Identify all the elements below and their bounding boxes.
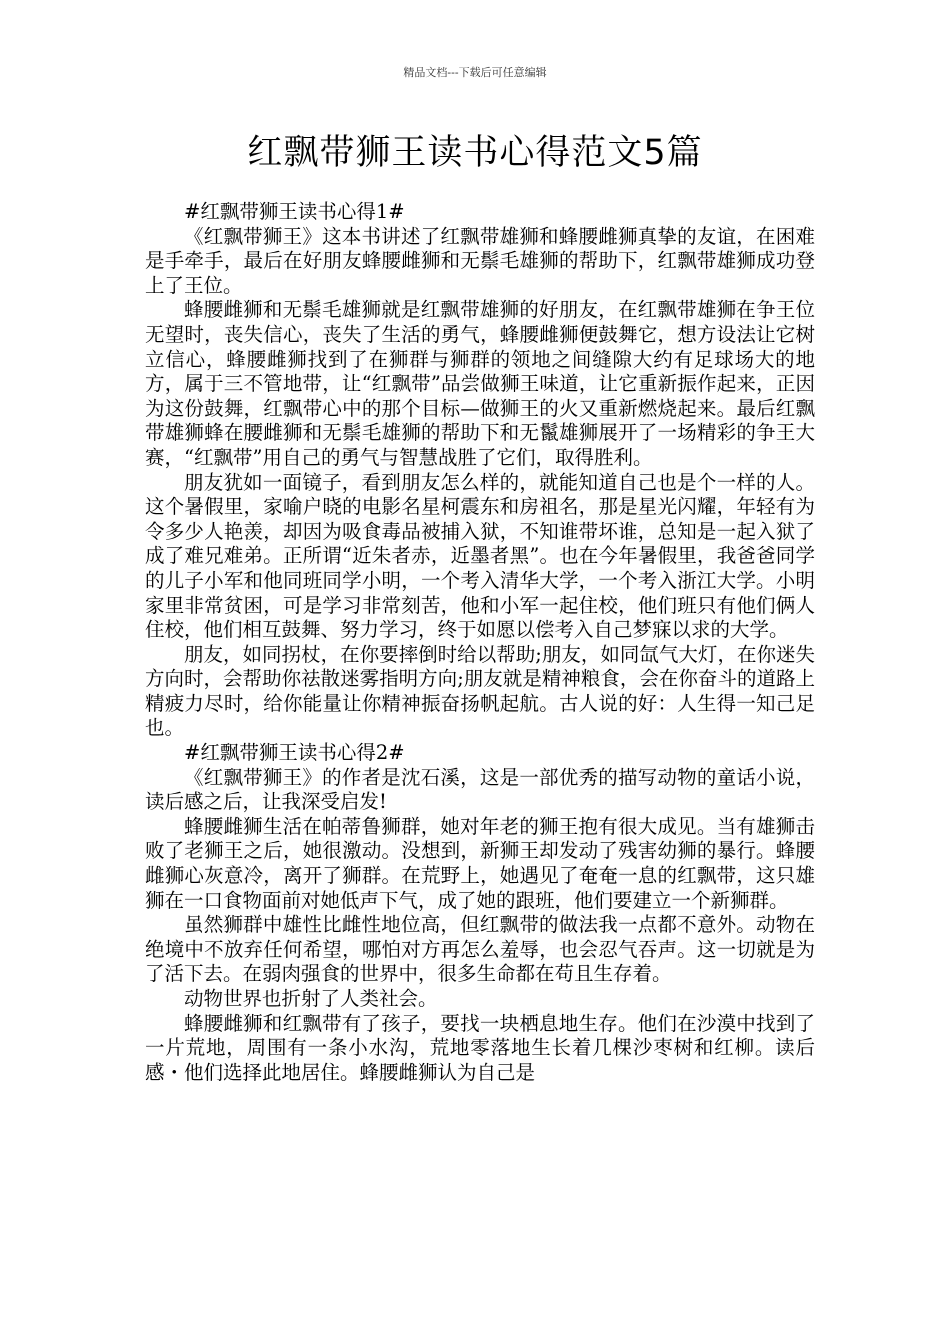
page-header-note: 精品文档---下载后可任意编辑	[403, 66, 547, 79]
paragraph: 动物世界也折射了人类社会。	[184, 987, 438, 1010]
paragraph: 蜂腰雌狮和无鬃毛雄狮就是红飘带雄狮的好朋友，在红飘带雄狮在争王位无望时，丧失信心，丧失了生活的勇气，蜂腰雌狮便鼓舞它，想方设法让它树立信心，蜂腰雌狮找到了在狮群与狮群的领地之间缝隙大约有足球场大的地方，属于三不管地带，让“红飘带”品尝做狮王味道，让它重新振作起来，正因为这份鼓舞，红飘带心中的那个目标—做狮王的火又重新燃烧起来。最后红飘带雄狮蜂在腰雌狮和无鬃毛雄狮的帮助下和无鬣雄狮展开了一场精彩的争王大赛，“红飘带”用自己的勇气与智慧战胜了它们，取得胜利。	[145, 298, 815, 469]
paragraph: 朋友犹如一面镜子，看到朋友怎么样的，就能知道自己也是个一样的人。这个暑假里，家喻户晓的电影名星柯震东和房祖名，那是星光闪耀，年轻有为令多少人艳羡，却因为吸食毒品被捕入狱，不知谁带坏谁，总知是一起入狱了成了难兄难弟。正所谓“近朱者赤，近墨者黑”。也在今年暑假里，我爸爸同学的儿子小军和他同班同学小明，一个考入清华大学，一个考入浙江大学。小明家里非常贫困，可是学习非常刻苦，他和小军一起住校，他们班只有他们俩人住校，他们相互鼓舞、努力学习，终于如愿以偿考入自己梦寐以求的大学。	[145, 470, 815, 642]
document-body	[145, 200, 815, 1085]
paragraph: 蜂腰雌狮和红飘带有了孩子，要找一块栖息地生存。他们在沙漠中找到了一片荒地，周围有一条小水沟，荒地零落地生长着几棵沙枣树和红柳。读后感・他们选择此地居住。蜂腰雌狮认为自己是	[145, 1011, 815, 1084]
paragraph: 蜂腰雌狮生活在帕蒂鲁狮群，她对年老的狮王抱有很大成见。当有雄狮击败了老狮王之后，她很激动。没想到，新狮王却发动了残害幼狮的暴行。蜂腰雌狮心灰意冷，离开了狮群。在荒野上，她遇见了奄奄一息的红飘带，这只雄狮在一口食物面前对她低声下气，成了她的跟班，他们要建立一个新狮群。	[145, 814, 815, 912]
paragraph: 《红飘带狮王》这本书讲述了红飘带雄狮和蜂腰雌狮真挚的友谊，在困难是手牵手，最后在好朋友蜂腰雌狮和无鬃毛雄狮的帮助下，红飘带雄狮成功登上了王位。	[145, 224, 815, 297]
section-heading: #红飘带狮王读书心得1#	[184, 200, 405, 223]
paragraph: 虽然狮群中雄性比雌性地位高，但红飘带的做法我一点都不意外。动物在绝境中不放弃任何希望，哪怕对方再怎么羞辱，也会忍气吞声。这一切就是为了活下去。在弱肉强食的世界中，很多生命都在苟且生存着。	[145, 913, 815, 986]
document-title: 红飘带狮王读书心得范文5篇	[247, 133, 703, 173]
paragraph: 《红飘带狮王》的作者是沈石溪，这是一部优秀的描写动物的童话小说，读后感之后，让我深受启发!	[145, 765, 815, 814]
paragraph: 朋友，如同拐杖，在你要摔倒时给以帮助;朋友，如同氙气大灯，在你迷失方向时，会帮助你祛散迷雾指明方向;朋友就是精神粮食，会在你奋斗的道路上精疲力尽时，给你能量让你精神振奋扬帆起航。古人说的好：人生得一知己足也。	[145, 642, 815, 740]
section-heading: #红飘带狮王读书心得2#	[184, 741, 405, 765]
